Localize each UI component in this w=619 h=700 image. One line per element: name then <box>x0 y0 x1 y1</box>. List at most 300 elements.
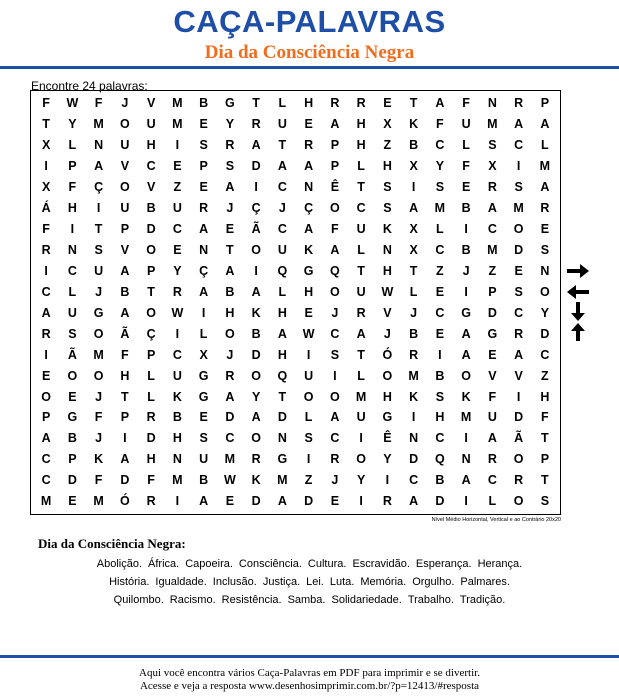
grid-cell: C <box>435 242 445 257</box>
grid-cell: C <box>172 347 182 362</box>
word-list-item: Racismo. <box>169 594 216 606</box>
grid-cell: A <box>514 117 524 132</box>
grid-cell: J <box>383 326 391 341</box>
grid-cell: C <box>409 473 419 488</box>
grid-cell: M <box>40 494 52 509</box>
grid-cell: H <box>382 389 392 404</box>
grid-cell: A <box>199 221 209 236</box>
grid-cell: E <box>540 221 550 236</box>
grid-cell: R <box>487 452 497 467</box>
grid-cell: A <box>435 96 445 111</box>
word-list-title: Dia da Consciência Negra: <box>38 536 186 551</box>
grid-cell: M <box>487 242 498 257</box>
grid-cell: I <box>175 138 180 153</box>
grid-cell: C <box>514 305 524 320</box>
grid-cell: N <box>409 431 419 446</box>
grid-cell: S <box>225 159 235 174</box>
grid-cell: A <box>409 200 419 215</box>
grid-cell: X <box>409 221 418 236</box>
grid-cell: R <box>41 242 51 257</box>
grid-cell: I <box>516 159 521 174</box>
grid-cell: O <box>330 284 340 299</box>
grid-cell: E <box>173 242 182 257</box>
grid-cell: S <box>304 431 313 446</box>
grid-cell: J <box>331 305 339 320</box>
grid-cell: O <box>461 368 471 383</box>
grid-cell: F <box>42 96 50 111</box>
grid-cell: A <box>540 117 550 132</box>
grid-cell: A <box>540 180 550 195</box>
grid-cell: D <box>251 494 261 509</box>
grid-cell: C <box>514 138 524 153</box>
grid-cell: S <box>199 138 208 153</box>
grid-cell: P <box>330 138 340 153</box>
grid-cell: N <box>461 452 471 467</box>
grid-cell: S <box>540 494 550 509</box>
grid-cell: R <box>172 284 182 299</box>
grid-cell: G <box>303 263 314 278</box>
grid-cell: F <box>436 117 444 132</box>
grid-cell: L <box>68 284 77 299</box>
grid-cell: T <box>357 347 365 362</box>
grid-cell: Ê <box>330 180 340 195</box>
grid-cell: A <box>356 326 366 341</box>
word-list-item: Esperança. <box>415 558 472 570</box>
grid-cell: R <box>382 494 392 509</box>
grid-cell: I <box>464 494 468 509</box>
grid-cell: O <box>513 494 524 509</box>
grid-cell: C <box>435 431 445 446</box>
word-list-item: Justiça. <box>262 576 301 588</box>
grid-cell: Q <box>277 263 288 278</box>
grid-cell: I <box>411 180 416 195</box>
grid-cell: R <box>330 96 340 111</box>
grid-cell: A <box>461 326 471 341</box>
grid-cell: C <box>435 305 445 320</box>
grid-cell: Ã <box>514 431 524 446</box>
grid-cell: I <box>44 263 48 278</box>
grid-cell: O <box>251 431 261 446</box>
grid-cell: I <box>254 180 258 195</box>
grid-cell: R <box>487 180 497 195</box>
grid-cell: G <box>198 389 209 404</box>
grid-cell: U <box>120 138 130 153</box>
grid-cell: M <box>172 96 183 111</box>
grid-cell: Q <box>435 452 445 467</box>
grid-cell: A <box>277 494 287 509</box>
grid-cell: D <box>304 494 314 509</box>
grid-cell: D <box>120 473 130 488</box>
grid-cell: I <box>464 431 468 446</box>
grid-cell: R <box>514 473 524 488</box>
grid-cell: A <box>487 431 497 446</box>
grid-cell: R <box>251 452 261 467</box>
grid-cell: Y <box>68 117 77 132</box>
grid-cell: Ç <box>146 326 156 341</box>
grid-cell: I <box>175 494 180 509</box>
grid-cell: V <box>514 368 523 383</box>
grid-cell: N <box>277 431 287 446</box>
grid-cell: C <box>356 200 366 215</box>
grid-cell: O <box>513 221 524 236</box>
grid-cell: P <box>68 159 77 174</box>
grid-cell: O <box>120 117 130 132</box>
grid-cell: B <box>461 200 471 215</box>
grid-cell: I <box>306 452 311 467</box>
grid-cell: K <box>251 305 261 320</box>
grid-cell: E <box>514 263 523 278</box>
grid-cell: A <box>251 138 261 153</box>
grid-cell: P <box>120 410 130 425</box>
grid-cell: D <box>251 347 261 362</box>
grid-cell: Ó <box>382 347 393 362</box>
page-subtitle: Dia da Consciência Negra <box>204 42 415 63</box>
grid-cell: I <box>201 305 206 320</box>
grid-cell: T <box>357 263 365 278</box>
grid-cell: B <box>120 284 130 299</box>
grid-cell: F <box>462 159 470 174</box>
grid-cell: U <box>172 368 182 383</box>
bottom-divider <box>0 655 619 658</box>
grid-cell: J <box>226 347 234 362</box>
grid-cell: I <box>175 326 180 341</box>
grid-cell: F <box>462 96 470 111</box>
grid-cell: W <box>302 326 315 341</box>
grid-cell: M <box>539 159 551 174</box>
grid-cell: G <box>277 452 288 467</box>
grid-cell: M <box>172 117 183 132</box>
grid-cell: O <box>303 389 314 404</box>
grid-cell: A <box>225 389 235 404</box>
grid-cell: C <box>67 263 77 278</box>
grid-cell: R <box>41 326 51 341</box>
grid-cell: X <box>41 180 51 195</box>
grid-cell: I <box>254 263 258 278</box>
grid-cell: P <box>488 284 497 299</box>
grid-cell: A <box>461 473 471 488</box>
grid-cell: N <box>199 242 209 257</box>
grid-cell: C <box>277 180 287 195</box>
grid-cell: K <box>251 473 261 488</box>
grid-cell: S <box>514 284 523 299</box>
grid-cell: F <box>147 473 155 488</box>
grid-cell: I <box>464 221 468 236</box>
grid-cell: M <box>434 200 446 215</box>
grid-cell: E <box>199 117 208 132</box>
grid-cell: F <box>68 180 77 195</box>
word-list-item: Inclusão. <box>212 576 257 588</box>
grid-cell: G <box>93 305 104 320</box>
grid-cell: E <box>199 410 208 425</box>
grid-cell: O <box>330 389 340 404</box>
grid-cell: Ç <box>94 180 104 195</box>
grid-cell: N <box>67 242 77 257</box>
grid-cell: D <box>225 410 235 425</box>
grid-cell: R <box>146 494 156 509</box>
grid-cell: K <box>382 221 392 236</box>
grid-cell: A <box>277 326 287 341</box>
grid-cell: K <box>409 389 419 404</box>
grid-cell: Ç <box>251 200 261 215</box>
grid-cell: K <box>94 452 104 467</box>
grid-cell: O <box>93 368 104 383</box>
grid-cell: W <box>381 284 394 299</box>
grid-cell: U <box>487 410 497 425</box>
grid-cell: R <box>356 305 366 320</box>
word-list-item: Samba. <box>287 594 326 606</box>
grid-cell: D <box>540 326 550 341</box>
word-list-item: História. <box>109 576 150 588</box>
grid-cell: R <box>304 138 314 153</box>
grid-cell: C <box>146 159 156 174</box>
grid-cell: O <box>67 368 78 383</box>
word-list-item: Luta. <box>329 576 355 588</box>
word-list-item: Consciência. <box>238 558 302 570</box>
grid-cell: W <box>223 473 236 488</box>
grid-cell: A <box>330 410 340 425</box>
grid-cell: H <box>277 347 287 362</box>
grid-cell: C <box>487 473 497 488</box>
grid-cell: L <box>357 159 365 174</box>
grid-cell: O <box>382 368 393 383</box>
grid-cell: M <box>172 473 183 488</box>
grid-cell: D <box>146 221 156 236</box>
grid-cell: D <box>146 431 156 446</box>
grid-cell: R <box>514 96 524 111</box>
grid-cell: U <box>304 368 314 383</box>
word-list-line <box>0 591 619 609</box>
grid-cell: Á <box>41 200 51 215</box>
grid-cell: E <box>68 389 77 404</box>
grid-cell: M <box>355 389 367 404</box>
grid-cell: T <box>121 389 129 404</box>
grid-cell: L <box>304 410 313 425</box>
grid-cell: K <box>409 117 419 132</box>
grid-cell: M <box>513 200 524 215</box>
grid-cell: X <box>383 117 392 132</box>
word-list-line <box>0 555 619 573</box>
grid-cell: Ã <box>120 326 130 341</box>
grid-cell: E <box>199 180 208 195</box>
grid-cell: I <box>306 347 311 362</box>
grid-cell: B <box>409 138 419 153</box>
word-list-item: Igualdade. <box>155 576 207 588</box>
footer-line-1: Aqui você encontra vários Caça-Palavras em PDF para imprimir e se divertir. <box>139 667 480 679</box>
grid-cell: A <box>461 347 471 362</box>
grid-cell: Z <box>436 263 444 278</box>
grid-cell: H <box>304 284 314 299</box>
level-note: Nível Médio Horizontal, Vertical e ao Contrário 20x20 <box>431 517 561 523</box>
grid-cell: B <box>225 284 235 299</box>
grid-cell: P <box>199 159 208 174</box>
grid-cell: C <box>435 138 445 153</box>
grid-cell: B <box>199 473 209 488</box>
grid-cell: T <box>278 389 287 404</box>
grid-cell: Ã <box>67 347 77 362</box>
grid-cell: J <box>95 284 103 299</box>
grid-cell: N <box>94 138 104 153</box>
grid-cell: L <box>488 494 497 509</box>
grid-cell: R <box>409 347 419 362</box>
grid-cell: I <box>464 284 468 299</box>
grid-cell: J <box>410 305 418 320</box>
word-list-item: Palmares. <box>460 576 510 588</box>
grid-cell: I <box>438 347 442 362</box>
grid-cell: E <box>225 221 235 236</box>
grid-cell: C <box>41 473 51 488</box>
grid-cell: P <box>120 221 130 236</box>
grid-cell: E <box>304 305 313 320</box>
grid-cell: F <box>541 410 549 425</box>
arrow-up-icon <box>571 323 585 341</box>
grid-cell: R <box>514 326 524 341</box>
grid-cell: H <box>382 159 392 174</box>
grid-cell: U <box>277 242 287 257</box>
grid-cell: Z <box>488 263 497 278</box>
grid-cell: K <box>461 389 471 404</box>
grid-cell: D <box>435 494 445 509</box>
grid-cell: H <box>304 96 314 111</box>
grid-cell: B <box>409 326 419 341</box>
grid-cell: A <box>304 159 314 174</box>
grid-cell: I <box>359 431 363 446</box>
grid-cell: X <box>409 159 418 174</box>
grid-cell: H <box>67 200 77 215</box>
grid-cell: P <box>146 263 156 278</box>
grid-cell: T <box>541 473 549 488</box>
grid-cell: H <box>146 138 156 153</box>
grid-cell: O <box>120 180 130 195</box>
grid-cell: L <box>436 221 444 236</box>
grid-cell: W <box>66 96 79 111</box>
grid-cell: Y <box>251 389 261 404</box>
grid-cell: S <box>435 389 445 404</box>
grid-cell: A <box>120 452 130 467</box>
grid-cell: H <box>172 431 182 446</box>
grid-cell: I <box>44 347 48 362</box>
grid-cell: T <box>409 263 418 278</box>
grid-cell: D <box>514 242 524 257</box>
grid-cell: E <box>461 180 471 195</box>
grid-cell: F <box>94 473 103 488</box>
word-list-item: África. <box>148 558 180 570</box>
grid-cell: L <box>278 96 287 111</box>
grid-cell: A <box>199 284 209 299</box>
grid-cell: D <box>67 473 77 488</box>
grid-cell: S <box>488 138 497 153</box>
footer-line-2: Acesse e veja a resposta www.desenhosimprimir.com.br/?p=12413/#resposta <box>139 680 480 692</box>
grid-cell: U <box>277 117 287 132</box>
grid-cell: S <box>94 242 103 257</box>
arrow-right-icon <box>567 264 589 278</box>
grid-cell: E <box>488 347 497 362</box>
grid-cell: U <box>461 117 471 132</box>
grid-cell: H <box>120 368 130 383</box>
grid-cell: G <box>487 326 498 341</box>
word-list-item: Escravidão. <box>352 558 410 570</box>
grid-cell: B <box>146 200 156 215</box>
grid-cell: C <box>41 452 51 467</box>
grid-cell: M <box>277 473 288 488</box>
grid-cell: Y <box>356 473 366 488</box>
word-list-item: Cultura. <box>307 558 347 570</box>
grid-cell: D <box>277 410 287 425</box>
grid-cell: H <box>356 138 366 153</box>
grid-cell: B <box>251 326 261 341</box>
grid-cell: V <box>383 305 392 320</box>
grid-cell: Q <box>277 368 288 383</box>
grid-cell: S <box>514 180 523 195</box>
grid-cell: L <box>462 138 470 153</box>
grid-cell: O <box>93 326 104 341</box>
grid-cell: L <box>147 389 155 404</box>
grid-cell: O <box>41 389 51 404</box>
grid-cell: G <box>382 410 393 425</box>
grid-cell: E <box>435 326 445 341</box>
grid-cell: P <box>146 347 156 362</box>
grid-cell: R <box>251 117 261 132</box>
grid-cell: O <box>146 305 156 320</box>
grid-cell: Ç <box>304 200 314 215</box>
grid-cell: I <box>411 410 416 425</box>
grid-cell: R <box>199 200 209 215</box>
grid-cell: L <box>147 368 155 383</box>
grid-cell: R <box>330 452 340 467</box>
grid-cell: C <box>172 221 182 236</box>
grid-cell: X <box>488 159 497 174</box>
grid-cell: R <box>225 138 235 153</box>
grid-cell: J <box>226 200 234 215</box>
grid-cell: T <box>252 96 260 111</box>
grid-cell: V <box>146 180 156 195</box>
grid-cell: A <box>251 410 261 425</box>
grid-cell: Z <box>304 473 313 488</box>
grid-cell: H <box>277 305 287 320</box>
grid-cell: V <box>488 368 497 383</box>
word-search-grid <box>30 90 561 515</box>
grid-cell: G <box>67 410 78 425</box>
grid-cell: E <box>41 368 51 383</box>
grid-cell: O <box>330 200 340 215</box>
grid-cell: H <box>435 410 445 425</box>
grid-cell: L <box>541 138 549 153</box>
grid-cell: V <box>120 159 130 174</box>
grid-cell: U <box>199 452 209 467</box>
grid-cell: H <box>146 452 156 467</box>
grid-cell: I <box>123 431 127 446</box>
grid-cell: T <box>409 96 418 111</box>
grid-cell: C <box>487 221 497 236</box>
grid-cell: E <box>173 159 182 174</box>
grid-cell: M <box>93 117 104 132</box>
top-divider <box>0 66 619 69</box>
grid-cell: H <box>356 117 366 132</box>
grid-cell: E <box>225 494 235 509</box>
grid-cell: H <box>540 389 550 404</box>
grid-cell: Ã <box>251 221 261 236</box>
grid-cell: I <box>333 368 337 383</box>
grid-cell: D <box>514 410 524 425</box>
word-list-item: Tradição. <box>459 594 506 606</box>
grid-cell: K <box>172 389 182 404</box>
grid-cell: U <box>67 305 77 320</box>
grid-cell: E <box>383 96 392 111</box>
grid-cell: U <box>146 117 156 132</box>
grid-cell: A <box>409 494 419 509</box>
grid-cell: J <box>331 473 339 488</box>
grid-cell: J <box>278 200 286 215</box>
grid-cell: A <box>199 494 209 509</box>
